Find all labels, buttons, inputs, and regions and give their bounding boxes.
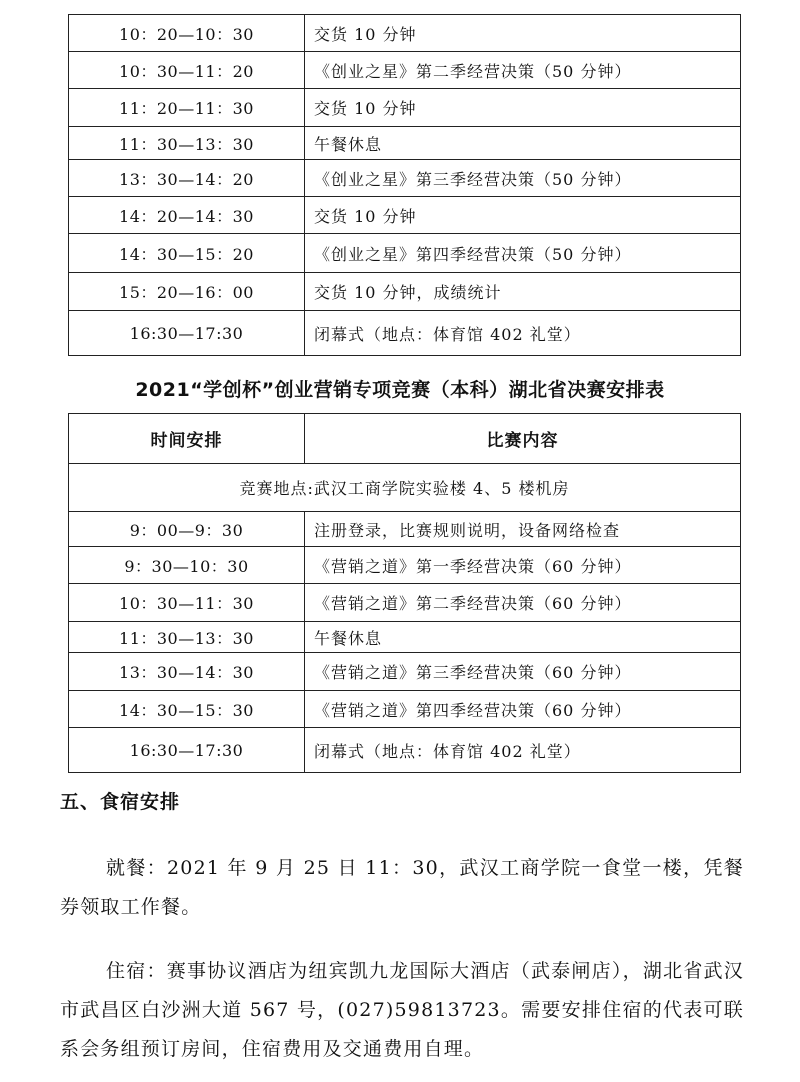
table-row (69, 234, 741, 273)
section-heading: 五、食宿安排 (60, 791, 181, 813)
table-row (69, 52, 741, 89)
time-cell: 10：20—10：30 (69, 15, 305, 52)
venue-cell: 竞赛地点:武汉工商学院实验楼 4、5 楼机房 (69, 464, 741, 512)
table-row (69, 197, 741, 234)
header-time: 时间安排 (69, 414, 305, 464)
content-cell: 《创业之星》第三季经营决策（50 分钟） (305, 160, 741, 197)
content-cell: 《创业之星》第四季经营决策（50 分钟） (305, 234, 741, 273)
content-cell: 交货 10 分钟 (305, 89, 741, 127)
content-cell: 交货 10 分钟 (305, 15, 741, 52)
time-cell: 14：30—15：20 (69, 234, 305, 273)
table-row (69, 15, 741, 52)
content-cell: 《营销之道》第二季经营决策（60 分钟） (305, 584, 741, 622)
time-cell: 10：30—11：20 (69, 52, 305, 89)
time-cell: 14：30—15：30 (69, 691, 305, 728)
content-cell: 交货 10 分钟，成绩统计 (305, 273, 741, 311)
header-content: 比赛内容 (305, 414, 741, 464)
content-cell: 午餐休息 (305, 127, 741, 160)
time-cell: 16:30—17:30 (69, 311, 305, 356)
table-row (69, 547, 741, 584)
table-row (69, 311, 741, 356)
content-cell: 午餐休息 (305, 622, 741, 653)
content-cell: 注册登录，比赛规则说明，设备网络检查 (305, 512, 741, 547)
time-cell: 11：30—13：30 (69, 622, 305, 653)
time-cell: 9：00—9：30 (69, 512, 305, 547)
content-cell: 《营销之道》第三季经营决策（60 分钟） (305, 653, 741, 691)
table-row (69, 622, 741, 653)
content-cell: 闭幕式（地点：体育馆 402 礼堂） (305, 728, 741, 773)
time-cell: 14：20—14：30 (69, 197, 305, 234)
time-cell: 13：30—14：20 (69, 160, 305, 197)
table-row (69, 89, 741, 127)
table-header-row (69, 414, 741, 464)
table-row (69, 273, 741, 311)
time-cell: 9：30—10：30 (69, 547, 305, 584)
dining-paragraph: 就餐：2021 年 9 月 25 日 11：30，武汉工商学院一食堂一楼，凭餐券领取工作餐。 (60, 857, 744, 918)
final-schedule-table (68, 413, 741, 773)
content-cell: 《营销之道》第一季经营决策（60 分钟） (305, 547, 741, 584)
time-cell: 11：30—13：30 (69, 127, 305, 160)
table-row (69, 653, 741, 691)
time-cell: 13：30—14：30 (69, 653, 305, 691)
table-row (69, 127, 741, 160)
content-cell: 《创业之星》第二季经营决策（50 分钟） (305, 52, 741, 89)
venue-row (69, 464, 741, 512)
table-row (69, 584, 741, 622)
table-row (69, 512, 741, 547)
time-cell: 11：20—11：30 (69, 89, 305, 127)
content-cell: 闭幕式（地点：体育馆 402 礼堂） (305, 311, 741, 356)
content-cell: 交货 10 分钟 (305, 197, 741, 234)
table-row (69, 728, 741, 773)
time-cell: 16:30—17:30 (69, 728, 305, 773)
schedule-table-continued (68, 14, 741, 356)
lodging-paragraph: 住宿：赛事协议酒店为纽宾凯九龙国际大酒店（武泰闸店），湖北省武汉市武昌区白沙洲大道 567 号，(027)59813723。需要安排住宿的代表可联系会务组预订房间，住宿费用及交通费用自理。 (60, 960, 744, 1060)
table-row (69, 691, 741, 728)
time-cell: 10：30—11：30 (69, 584, 305, 622)
table-title: 2021“学创杯”创业营销专项竞赛（本科）湖北省决赛安排表 (135, 379, 665, 401)
table-row (69, 160, 741, 197)
content-cell: 《营销之道》第四季经营决策（60 分钟） (305, 691, 741, 728)
time-cell: 15：20—16：00 (69, 273, 305, 311)
